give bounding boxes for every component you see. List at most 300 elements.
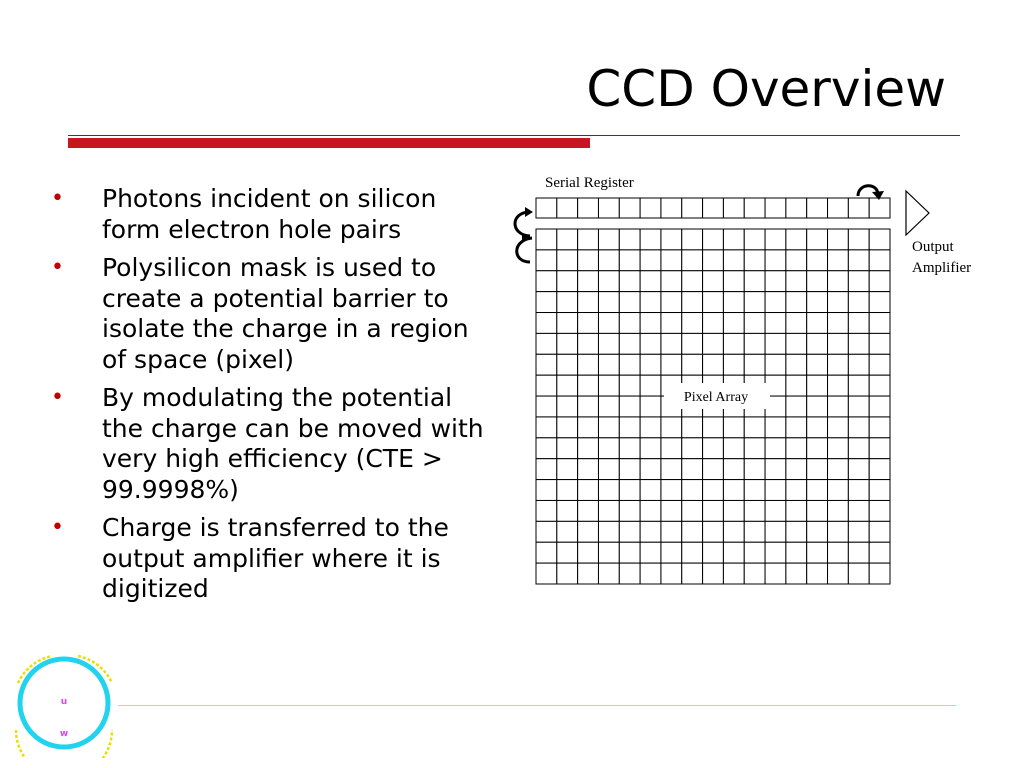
pixel-cell [619, 229, 640, 250]
pixel-cell [786, 438, 807, 459]
pixel-cell [848, 271, 869, 292]
pixel-cell [661, 480, 682, 501]
pixel-cell [807, 271, 828, 292]
pixel-cell [536, 292, 557, 313]
pixel-cell [619, 417, 640, 438]
pixel-cell [744, 271, 765, 292]
pixel-cell [807, 417, 828, 438]
pixel-cell [536, 480, 557, 501]
pixel-cell [598, 333, 619, 354]
pixel-cell [848, 521, 869, 542]
pixel-cell [807, 438, 828, 459]
pixel-cell [848, 480, 869, 501]
pixel-cell [807, 292, 828, 313]
pixel-cell [848, 563, 869, 584]
pixel-cell [807, 354, 828, 375]
pixel-cell [869, 438, 890, 459]
pixel-cell [765, 250, 786, 271]
pixel-cell [848, 500, 869, 521]
pixel-cell [619, 563, 640, 584]
pixel-cell [744, 480, 765, 501]
pixel-cell [744, 250, 765, 271]
pixel-cell [744, 333, 765, 354]
pixel-cell [828, 375, 849, 396]
serial-register-cell [598, 198, 619, 218]
pixel-cell [682, 521, 703, 542]
pixel-cell [744, 521, 765, 542]
pixel-cell [744, 354, 765, 375]
pixel-cell [598, 229, 619, 250]
pixel-cell [557, 438, 578, 459]
pixel-cell [744, 417, 765, 438]
pixel-cell [619, 271, 640, 292]
pixel-cell [640, 333, 661, 354]
pixel-cell [703, 292, 724, 313]
pixel-cell [786, 563, 807, 584]
pixel-cell [682, 250, 703, 271]
pixel-cell [682, 333, 703, 354]
pixel-cell [557, 563, 578, 584]
serial-register-cell [848, 198, 869, 218]
pixel-cell [807, 229, 828, 250]
pixel-cell [703, 333, 724, 354]
pixel-cell [536, 521, 557, 542]
pixel-cell [536, 354, 557, 375]
pixel-cell [640, 271, 661, 292]
pixel-cell [536, 438, 557, 459]
pixel-cell [723, 500, 744, 521]
pixel-cell [598, 480, 619, 501]
pixel-cell [578, 271, 599, 292]
pixel-cell [765, 521, 786, 542]
bullet-text: By modulating the potential the charge can be moved with very high efficiency (CTE > 99.9998%) [102, 383, 484, 504]
pixel-cell [723, 563, 744, 584]
pixel-cell [723, 480, 744, 501]
pixel-cell [765, 438, 786, 459]
pixel-cell [703, 459, 724, 480]
pixel-cell [744, 229, 765, 250]
pixel-cell [869, 333, 890, 354]
pixel-cell [703, 229, 724, 250]
pixel-cell [786, 313, 807, 334]
pixel-cell [619, 354, 640, 375]
pixel-cell [557, 375, 578, 396]
pixel-cell [807, 542, 828, 563]
pixel-cell [578, 500, 599, 521]
pixel-cell [640, 250, 661, 271]
pixel-cell [619, 438, 640, 459]
pixel-cell [744, 500, 765, 521]
serial-register-label: Serial Register [545, 175, 634, 191]
pixel-cell [578, 396, 599, 417]
pixel-cell [765, 459, 786, 480]
pixel-cell [598, 250, 619, 271]
pixel-cell [807, 563, 828, 584]
pixel-cell [869, 480, 890, 501]
pixel-cell [828, 480, 849, 501]
pixel-cell [765, 500, 786, 521]
pixel-cell [661, 438, 682, 459]
pixel-cell [661, 250, 682, 271]
serial-register-cell [682, 198, 703, 218]
pixel-cell [869, 563, 890, 584]
pixel-cell [828, 271, 849, 292]
pixel-cell [557, 417, 578, 438]
pixel-cell [723, 417, 744, 438]
parallel-shift-arrow-icon [515, 212, 530, 236]
university-seal-logo [8, 648, 120, 758]
pixel-cell [703, 250, 724, 271]
pixel-cell [765, 354, 786, 375]
pixel-cell [703, 542, 724, 563]
pixel-cell [661, 292, 682, 313]
pixel-cell [661, 563, 682, 584]
pixel-cell [765, 313, 786, 334]
pixel-cell [786, 396, 807, 417]
pixel-cell [661, 417, 682, 438]
pixel-cell [598, 459, 619, 480]
pixel-cell [619, 292, 640, 313]
pixel-cell [536, 250, 557, 271]
pixel-cell [703, 354, 724, 375]
pixel-cell [828, 542, 849, 563]
pixel-cell [682, 480, 703, 501]
pixel-cell [828, 229, 849, 250]
pixel-cell [578, 333, 599, 354]
pixel-cell [536, 542, 557, 563]
bullet-dot-icon: • [51, 385, 64, 410]
pixel-cell [661, 459, 682, 480]
pixel-cell [661, 229, 682, 250]
pixel-cell [869, 354, 890, 375]
pixel-cell [765, 542, 786, 563]
pixel-cell [640, 375, 661, 396]
pixel-cell [619, 521, 640, 542]
pixel-cell [848, 542, 869, 563]
pixel-cell [869, 542, 890, 563]
pixel-cell [536, 417, 557, 438]
pixel-cell [661, 542, 682, 563]
pixel-cell [786, 375, 807, 396]
output-amplifier-icon [906, 191, 929, 235]
pixel-cell [828, 459, 849, 480]
pixel-cell [640, 229, 661, 250]
pixel-cell [682, 417, 703, 438]
pixel-cell [703, 438, 724, 459]
pixel-cell [723, 521, 744, 542]
pixel-cell [661, 333, 682, 354]
pixel-cell [807, 521, 828, 542]
pixel-cell [828, 500, 849, 521]
pixel-cell [723, 292, 744, 313]
pixel-cell [682, 292, 703, 313]
pixel-cell [619, 459, 640, 480]
pixel-cell [765, 292, 786, 313]
bullet-text: Photons incident on silicon form electron hole pairs [102, 184, 437, 244]
pixel-cell [640, 563, 661, 584]
bullet-text: Charge is transferred to the output amplifier where it is digitized [102, 513, 449, 603]
pixel-cell [598, 354, 619, 375]
pixel-cell [536, 313, 557, 334]
pixel-cell [598, 417, 619, 438]
pixel-array-label: Pixel Array [683, 390, 749, 405]
pixel-cell [598, 292, 619, 313]
pixel-cell [578, 292, 599, 313]
pixel-cell [828, 521, 849, 542]
pixel-cell [828, 438, 849, 459]
pixel-cell [848, 229, 869, 250]
pixel-cell [786, 417, 807, 438]
pixel-cell [598, 396, 619, 417]
pixel-cell [557, 229, 578, 250]
pixel-cell [536, 375, 557, 396]
pixel-cell [828, 354, 849, 375]
serial-register-cell [619, 198, 640, 218]
pixel-cell [744, 563, 765, 584]
pixel-cell [557, 333, 578, 354]
pixel-cell [723, 542, 744, 563]
pixel-cell [848, 313, 869, 334]
pixel-cell [786, 542, 807, 563]
pixel-cell [536, 459, 557, 480]
seal-letter-bottom: w [59, 729, 69, 739]
pixel-cell [723, 354, 744, 375]
pixel-cell [848, 396, 869, 417]
serial-register-cell [703, 198, 724, 218]
pixel-cell [640, 396, 661, 417]
pixel-cell [557, 271, 578, 292]
slide-title: CCD Overview [586, 60, 946, 118]
bullet-text: Polysilicon mask is used to create a potential barrier to isolate the charge in a region of space (pixel) [102, 253, 469, 374]
pixel-cell [869, 229, 890, 250]
pixel-cell [723, 250, 744, 271]
pixel-cell [744, 459, 765, 480]
pixel-cell [869, 417, 890, 438]
pixel-cell [640, 438, 661, 459]
serial-register-cell [640, 198, 661, 218]
pixel-cell [703, 563, 724, 584]
pixel-cell [536, 271, 557, 292]
pixel-cell [619, 250, 640, 271]
pixel-cell [536, 500, 557, 521]
arrowhead-icon [525, 207, 533, 217]
pixel-cell [848, 417, 869, 438]
pixel-cell [723, 333, 744, 354]
pixel-cell [765, 417, 786, 438]
pixel-cell [682, 542, 703, 563]
pixel-cell [807, 313, 828, 334]
pixel-cell [807, 250, 828, 271]
serial-register-cell [786, 198, 807, 218]
pixel-cell [557, 250, 578, 271]
pixel-cell [828, 417, 849, 438]
pixel-cell [786, 459, 807, 480]
pixel-cell [619, 313, 640, 334]
pixel-cell [703, 313, 724, 334]
pixel-cell [598, 271, 619, 292]
pixel-cell [598, 313, 619, 334]
pixel-cell [807, 500, 828, 521]
pixel-cell [640, 521, 661, 542]
pixel-cell [786, 271, 807, 292]
pixel-cell [682, 563, 703, 584]
pixel-cell [557, 521, 578, 542]
pixel-cell [578, 459, 599, 480]
pixel-cell [848, 438, 869, 459]
pixel-cell [640, 480, 661, 501]
pixel-cell [765, 480, 786, 501]
pixel-cell [744, 542, 765, 563]
pixel-cell [848, 250, 869, 271]
pixel-cell [578, 250, 599, 271]
pixel-cell [828, 292, 849, 313]
pixel-cell [807, 480, 828, 501]
pixel-cell [557, 354, 578, 375]
pixel-cell [598, 438, 619, 459]
pixel-cell [744, 438, 765, 459]
parallel-shift-arrow-icon [517, 238, 532, 262]
pixel-cell [869, 313, 890, 334]
pixel-cell [536, 229, 557, 250]
pixel-cell [807, 333, 828, 354]
pixel-cell [869, 292, 890, 313]
pixel-cell [869, 521, 890, 542]
pixel-cell [578, 354, 599, 375]
bullet-dot-icon: • [51, 186, 64, 211]
pixel-cell [869, 500, 890, 521]
pixel-cell [557, 542, 578, 563]
pixel-cell [640, 313, 661, 334]
serial-register-cell [661, 198, 682, 218]
pixel-cell [723, 438, 744, 459]
pixel-cell [640, 542, 661, 563]
pixel-cell [598, 563, 619, 584]
serial-register-cell [557, 198, 578, 218]
pixel-cell [723, 271, 744, 292]
pixel-cell [848, 333, 869, 354]
pixel-cell [828, 396, 849, 417]
pixel-cell [578, 438, 599, 459]
pixel-cell [557, 292, 578, 313]
pixel-cell [619, 500, 640, 521]
pixel-cell [598, 500, 619, 521]
pixel-cell [703, 480, 724, 501]
pixel-cell [578, 313, 599, 334]
pixel-cell [765, 271, 786, 292]
pixel-cell [619, 396, 640, 417]
pixel-cell [578, 563, 599, 584]
pixel-cell [869, 271, 890, 292]
serial-register-cell [765, 198, 786, 218]
pixel-cell [619, 333, 640, 354]
pixel-cell [619, 375, 640, 396]
pixel-cell [598, 375, 619, 396]
pixel-cell [765, 333, 786, 354]
pixel-cell [682, 459, 703, 480]
pixel-cell [557, 500, 578, 521]
pixel-cell [557, 396, 578, 417]
output-amplifier-label-line1: Output [912, 239, 954, 255]
pixel-cell [786, 500, 807, 521]
pixel-cell [828, 313, 849, 334]
pixel-cell [807, 459, 828, 480]
footer-rule [118, 705, 956, 706]
pixel-cell [703, 500, 724, 521]
pixel-cell [682, 500, 703, 521]
pixel-cell [723, 229, 744, 250]
pixel-cell [661, 271, 682, 292]
pixel-cell [723, 313, 744, 334]
pixel-cell [786, 354, 807, 375]
pixel-cell [661, 521, 682, 542]
pixel-cell [640, 417, 661, 438]
pixel-cell [786, 480, 807, 501]
pixel-cell [765, 563, 786, 584]
pixel-cell [682, 354, 703, 375]
pixel-cell [723, 459, 744, 480]
output-amplifier-label-line2: Amplifier [912, 260, 972, 276]
pixel-cell [557, 480, 578, 501]
serial-register-cell [536, 198, 557, 218]
pixel-cell [578, 375, 599, 396]
serial-register-cell [828, 198, 849, 218]
seal-letter-top: u [60, 697, 68, 707]
pixel-cell [682, 271, 703, 292]
pixel-cell [682, 229, 703, 250]
bullet-dot-icon: • [51, 515, 64, 540]
pixel-cell [786, 333, 807, 354]
pixel-cell [848, 354, 869, 375]
pixel-cell [557, 459, 578, 480]
pixel-cell [578, 229, 599, 250]
serial-register [536, 198, 890, 218]
serial-register-cell [807, 198, 828, 218]
pixel-cell [536, 563, 557, 584]
pixel-cell [598, 542, 619, 563]
pixel-cell [786, 521, 807, 542]
pixel-cell [557, 313, 578, 334]
serial-register-cell [578, 198, 599, 218]
serial-register-cell [744, 198, 765, 218]
pixel-cell [848, 292, 869, 313]
pixel-cell [828, 250, 849, 271]
pixel-cell [828, 563, 849, 584]
pixel-cell [578, 480, 599, 501]
pixel-cell [848, 375, 869, 396]
pixel-cell [682, 438, 703, 459]
serial-register-cell [723, 198, 744, 218]
pixel-cell [786, 229, 807, 250]
pixel-cell [598, 521, 619, 542]
pixel-cell [640, 459, 661, 480]
pixel-cell [536, 396, 557, 417]
pixel-cell [744, 313, 765, 334]
pixel-cell [744, 292, 765, 313]
pixel-cell [869, 375, 890, 396]
pixel-cell [640, 292, 661, 313]
pixel-cell [640, 500, 661, 521]
pixel-cell [869, 459, 890, 480]
pixel-cell [536, 333, 557, 354]
pixel-cell [703, 271, 724, 292]
pixel-cell [661, 500, 682, 521]
pixel-cell [869, 396, 890, 417]
pixel-cell [703, 521, 724, 542]
pixel-cell [661, 313, 682, 334]
pixel-cell [578, 542, 599, 563]
pixel-cell [869, 250, 890, 271]
pixel-cell [661, 354, 682, 375]
